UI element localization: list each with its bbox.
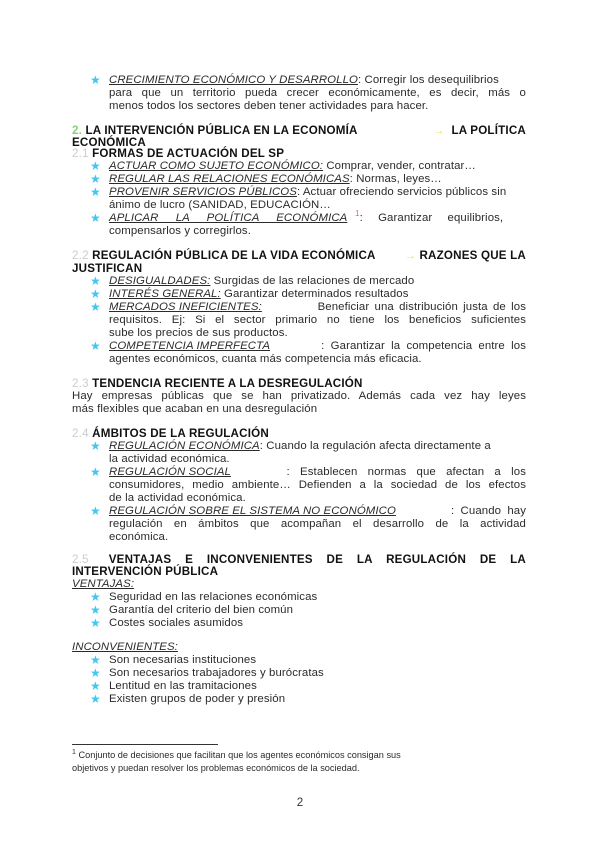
bullet-2-4-2-line-2: consumidores, medio ambiente… Defienden a la sociedad de los efectos [109,479,526,491]
bullet-2-2-4-line-2: agentes económicos, cuanta más competencia más eficacia. [109,353,422,365]
star-bullet-icon: ★ [90,653,101,667]
bullet-2-1-2 [109,173,442,186]
subsection-title: FORMAS DE ACTUACIÓN DEL SP [92,147,285,160]
star-bullet-icon: ★ [90,185,101,199]
bullet-2-1-3-line-2: ánimo de lucro (SANIDAD, EDUCACIÓN… [109,199,331,211]
inconveniente-item: Son necesarias instituciones [109,654,257,666]
paragraph-2-3-line-2: más flexibles que acaban en una desregulación [72,403,318,415]
subsection-title-end: RAZONES QUE LA [419,249,526,262]
subsection-number: 2.5 [72,553,89,566]
star-bullet-icon: ★ [90,666,101,680]
star-bullet-icon: ★ [90,172,101,186]
bullet-2-2-4 [109,340,526,353]
bullet-text: : Establecen normas que afectan a los [286,466,526,478]
paragraph-2-3-line-1: Hay empresas públicas que se han privatizado. Además cada vez hay leyes [72,390,526,402]
bullet-2-4-1 [109,440,491,453]
bullet-2-1-1 [109,160,476,173]
term: REGULACIÓN SOBRE EL SISTEMA NO ECONÓMICO [109,505,396,517]
arrow-right-icon: → [404,249,417,262]
heading-text-end: LA POLÍTICA [451,124,526,137]
bullet-text: Garantizar determinados resultados [220,288,409,300]
subsection-number: 2.3 [72,377,89,390]
star-bullet-icon: ★ [90,339,101,353]
arrow-right-icon: → [432,124,445,137]
term: DESIGUALDADES: [109,275,211,287]
term: REGULACIÓN ECONÓMICA [109,440,260,452]
page-number: 2 [296,797,304,809]
bullet-text: : Normas, leyes… [349,173,442,185]
footnote-divider [72,744,218,745]
inconveniente-item: Son necesarios trabajadores y burócratas [109,667,324,679]
heading-text: LA INTERVENCIÓN PÚBLICA EN LA ECONOMÍA [85,124,358,137]
ventajas-label: VENTAJAS: [72,578,135,590]
term: APLICAR LA POLÍTICA ECONÓMICA [109,212,348,224]
subsection-2-4-heading [72,427,269,440]
star-bullet-icon: ★ [90,465,101,479]
subsection-2-3-heading [72,377,363,390]
footnote-line-1 [72,749,401,761]
subsection-2-2-heading-line-2: JUSTIFICAN [72,262,143,275]
bullet-2-4-3 [109,505,526,518]
star-bullet-icon: ★ [90,679,101,693]
term-crecimiento: CRECIMIENTO ECONÓMICO Y DESARROLLO [109,74,358,86]
star-bullet-icon: ★ [90,287,101,301]
footnote-ref: 1 [355,209,360,219]
bullet-2-2-1 [109,275,414,288]
bullet-text: : Cuando hay [451,505,526,517]
intro-line-1 [109,74,526,87]
bullet-text: Beneficiar una distribución justa de los [317,301,526,313]
subsection-number: 2.4 [72,427,89,440]
bullet-text: : Garantizar la competencia entre los [321,340,526,352]
ventaja-item: Garantía del criterio del bien común [109,604,294,616]
footnote-text: Conjunto de decisiones que facilitan que los agentes económicos consigan sus [75,750,401,760]
ventaja-item: Seguridad en las relaciones económicas [109,591,318,603]
intro-text: : Corregir los desequilibrios [357,74,499,86]
star-bullet-icon: ★ [90,274,101,288]
term: INTERÉS GENERAL: [109,288,221,300]
term: REGULACIÓN SOCIAL [109,466,231,478]
star-bullet-icon: ★ [90,73,101,87]
star-bullet-icon: ★ [90,439,101,453]
bullet-text: : Garantizar equilibrios, [359,212,504,224]
star-bullet-icon: ★ [90,504,101,518]
subsection-title: TENDENCIA RECIENTE A LA DESREGULACIÓN [92,377,363,390]
bullet-text: : Cuando la regulación afecta directamente a [259,440,491,452]
bullet-2-4-1-line-2: la actividad económica. [109,453,230,465]
term: MERCADOS INEFICIENTES: [109,301,262,313]
term: COMPETENCIA IMPERFECTA [109,340,271,352]
subsection-title: ÁMBITOS DE LA REGULACIÓN [92,427,269,440]
ventaja-item: Costes sociales asumidos [109,617,244,629]
subsection-number: 2.2 [72,249,89,262]
inconveniente-item: Existen grupos de poder y presión [109,693,286,705]
subsection-title: REGULACIÓN PÚBLICA DE LA VIDA ECONÓMICA [92,249,376,262]
section-2-heading-line-2: ECONÓMICA [72,136,146,149]
subsection-2-1-heading [72,147,284,160]
star-bullet-icon: ★ [90,692,101,706]
star-bullet-icon: ★ [90,300,101,314]
intro-line-3: menos todos los sectores deben tener actividades para hacer. [109,100,429,112]
intro-line-2: para que un territorio pueda crecer económicamente, es decir, más o [109,87,526,99]
bullet-2-2-3 [109,301,526,314]
star-bullet-icon: ★ [90,590,101,604]
bullet-2-1-4 [109,209,526,225]
inconveniente-item: Lentitud en las tramitaciones [109,680,257,692]
inconvenientes-label: INCONVENIENTES: [72,641,178,653]
term: ACTUAR COMO SUJETO ECONÓMICO: [109,160,324,172]
subsection-number: 2.1 [72,147,89,160]
star-bullet-icon: ★ [90,211,101,225]
bullet-2-2-3-line-3: sube los precios de sus productos. [109,327,288,339]
subsection-title: VENTAJAS E INCONVENIENTES DE LA REGULACIÓN DE LA [108,553,526,566]
star-bullet-icon: ★ [90,159,101,173]
bullet-2-4-2 [109,466,526,479]
subsection-2-2-heading [72,249,526,262]
footnote-line-2: objetivos y puedan resolver los problemas económicos de la sociedad. [72,763,360,773]
section-number: 2. [72,124,83,137]
bullet-2-1-4-line-2: compensarlos y corregirlos. [109,225,251,237]
star-bullet-icon: ★ [90,603,101,617]
subsection-2-5-heading-line-2: INTERVENCIÓN PÚBLICA [72,565,219,578]
bullet-2-2-3-line-2: requisitos. Ej: Si el sector primario no tiene los beneficios suficientes [109,314,526,326]
bullet-2-4-3-line-2: regulación en ámbitos que acompañan el desarrollo de la actividad [109,518,526,530]
star-bullet-icon: ★ [90,616,101,630]
bullet-2-2-2 [109,288,409,301]
bullet-text: : Actuar ofreciendo servicios públicos sin [296,186,507,198]
term: PROVENIR SERVICIOS PÚBLICOS [109,186,297,198]
bullet-2-1-3 [109,186,506,199]
bullet-text: Surgidas de las relaciones de mercado [210,275,415,287]
bullet-text: Comprar, vender, contratar… [323,160,476,172]
footnote-mark: 1 [72,748,76,756]
bullet-2-4-2-line-3: de la actividad económica. [109,492,246,504]
bullet-2-4-3-line-3: económica. [109,531,169,543]
term: REGULAR LAS RELACIONES ECONÓMICAS [109,173,350,185]
